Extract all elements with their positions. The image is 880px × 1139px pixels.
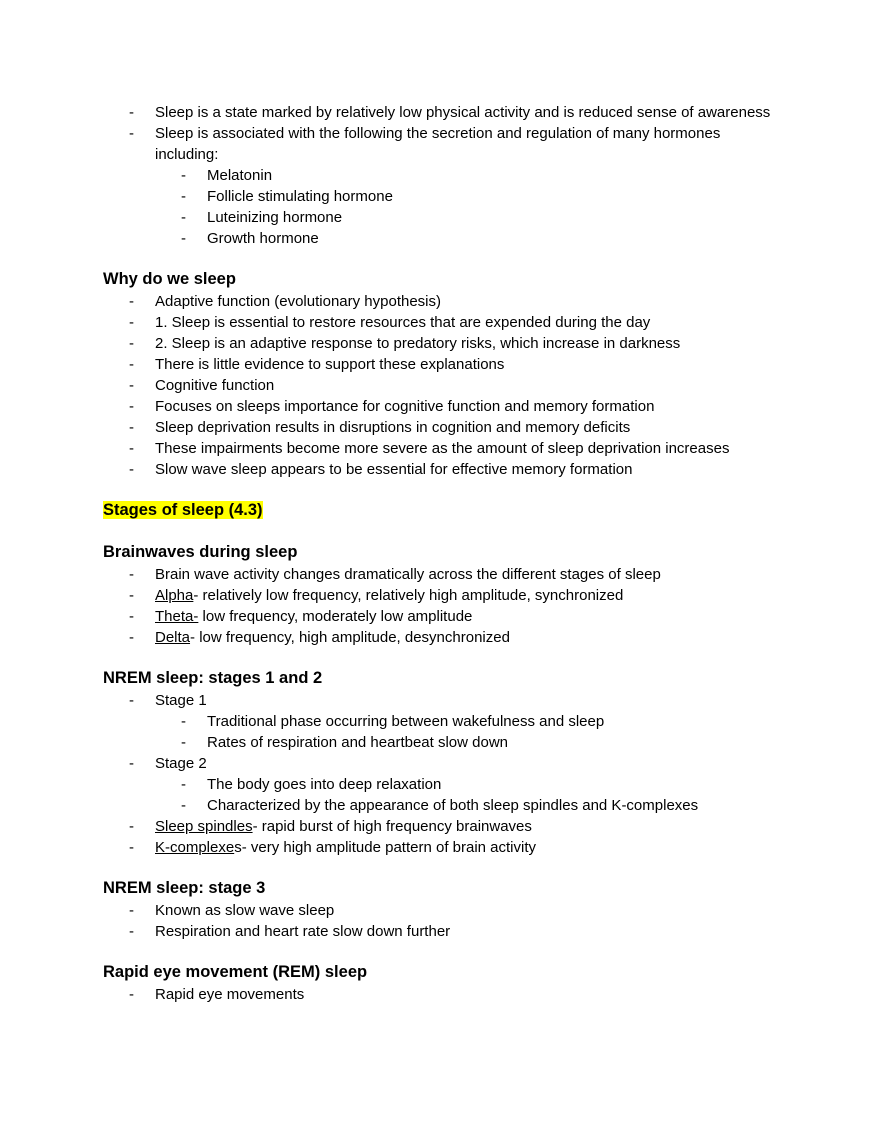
list-item: - Characterized by the appearance of both sleep spindles and K-complexes: [181, 797, 699, 814]
list-item: - The body goes into deep relaxation: [181, 776, 442, 793]
list-item: - Sleep is a state marked by relatively low physical activity and is reduced sense of awareness: [129, 104, 771, 121]
bullet-dash: -: [129, 419, 134, 436]
bullet-dash: -: [181, 209, 186, 226]
term-k-complexes: K-complexe: [155, 839, 235, 856]
list-item: - Traditional phase occurring between wakefulness and sleep: [181, 713, 605, 730]
bullet-dash: -: [129, 377, 134, 394]
spacer: [103, 858, 783, 877]
list-item: - Follicle stimulating hormone: [181, 188, 393, 205]
document-body: [103, 102, 783, 1005]
list-item: - Melatonin: [181, 167, 273, 184]
spacer: [103, 942, 783, 961]
bullet-dash: -: [129, 818, 134, 835]
list-item: - Stage 1: [129, 692, 207, 709]
heading-why-do-we-sleep: Why do we sleep: [103, 270, 236, 288]
bullet-dash: -: [181, 167, 186, 184]
heading-brainwaves: Brainwaves during sleep: [103, 543, 298, 561]
list-item: - Theta- low frequency, moderately low amplitude: [129, 608, 473, 625]
bullet-dash: -: [129, 335, 134, 352]
list-item: - Adaptive function (evolutionary hypothesis): [129, 293, 441, 310]
list-item: - These impairments become more severe as the amount of sleep deprivation increases: [129, 440, 730, 457]
bullet-dash: -: [129, 629, 134, 646]
list-item: - Rapid eye movements: [129, 986, 305, 1003]
bullet-dash: -: [129, 461, 134, 478]
term-alpha: Alpha: [155, 587, 194, 604]
list-item: - Known as slow wave sleep: [129, 902, 335, 919]
bullet-dash: -: [129, 566, 134, 583]
heading-nrem-stages-1-2: NREM sleep: stages 1 and 2: [103, 669, 323, 687]
term-sleep-spindles: Sleep spindles: [155, 818, 253, 835]
list-item: - Rates of respiration and heartbeat slow down: [181, 734, 509, 751]
list-item: - Brain wave activity changes dramatically across the different stages of sleep: [129, 566, 661, 583]
spacer: [103, 522, 783, 541]
list-item: - There is little evidence to support these explanations: [129, 356, 505, 373]
bullet-dash: -: [129, 902, 134, 919]
bullet-dash: -: [129, 839, 134, 856]
list-item: - K-complexes- very high amplitude pattern of brain activity: [129, 839, 537, 856]
list-item: - Stage 2: [129, 755, 207, 772]
list-item: - Growth hormone: [181, 230, 319, 247]
list-item: - 2. Sleep is an adaptive response to predatory risks, which increase in darkness: [129, 335, 681, 352]
spacer: [103, 648, 783, 667]
heading-rem-sleep: Rapid eye movement (REM) sleep: [103, 963, 368, 981]
list-item: - Delta- low frequency, high amplitude, desynchronized: [129, 629, 510, 646]
highlighted-text: Stages of sleep (4.3): [103, 501, 263, 519]
bullet-dash: -: [129, 104, 134, 121]
bullet-dash: -: [129, 923, 134, 940]
bullet-dash: -: [181, 230, 186, 247]
bullet-dash: -: [129, 692, 134, 709]
bullet-dash: -: [129, 440, 134, 457]
bullet-dash: -: [181, 713, 186, 730]
bullet-dash: -: [181, 188, 186, 205]
heading-nrem-stage-3: NREM sleep: stage 3: [103, 879, 266, 897]
list-item: - Sleep deprivation results in disruptions in cognition and memory deficits: [129, 419, 631, 436]
bullet-dash: -: [129, 356, 134, 373]
bullet-dash: -: [181, 776, 186, 793]
bullet-dash: -: [129, 125, 134, 142]
bullet-dash: -: [129, 398, 134, 415]
bullet-dash: -: [129, 587, 134, 604]
bullet-dash: -: [129, 293, 134, 310]
term-theta: Theta-: [155, 608, 199, 625]
spacer: [103, 480, 783, 499]
list-item: - Respiration and heart rate slow down further: [129, 923, 451, 940]
list-item: - Cognitive function: [129, 377, 275, 394]
heading-stages-of-sleep: [103, 499, 783, 522]
bullet-dash: -: [129, 755, 134, 772]
list-item: - Luteinizing hormone: [181, 209, 343, 226]
bullet-dash: -: [129, 986, 134, 1003]
list-item: - Focuses on sleeps importance for cognitive function and memory formation: [129, 398, 655, 415]
bullet-dash: -: [129, 608, 134, 625]
list-item: - Alpha- relatively low frequency, relatively high amplitude, synchronized: [129, 587, 624, 604]
bullet-dash: -: [181, 734, 186, 751]
bullet-dash: -: [181, 797, 186, 814]
list-item: - Sleep spindles- rapid burst of high frequency brainwaves: [129, 818, 532, 835]
list-item: - Sleep is associated with the following the secretion and regulation of many hormones including:: [129, 125, 721, 163]
bullet-dash: -: [129, 314, 134, 331]
term-delta: Delta: [155, 629, 191, 646]
spacer: [103, 249, 783, 268]
list-item: - 1. Sleep is essential to restore resources that are expended during the day: [129, 314, 651, 331]
list-item: - Slow wave sleep appears to be essential for effective memory formation: [129, 461, 633, 478]
